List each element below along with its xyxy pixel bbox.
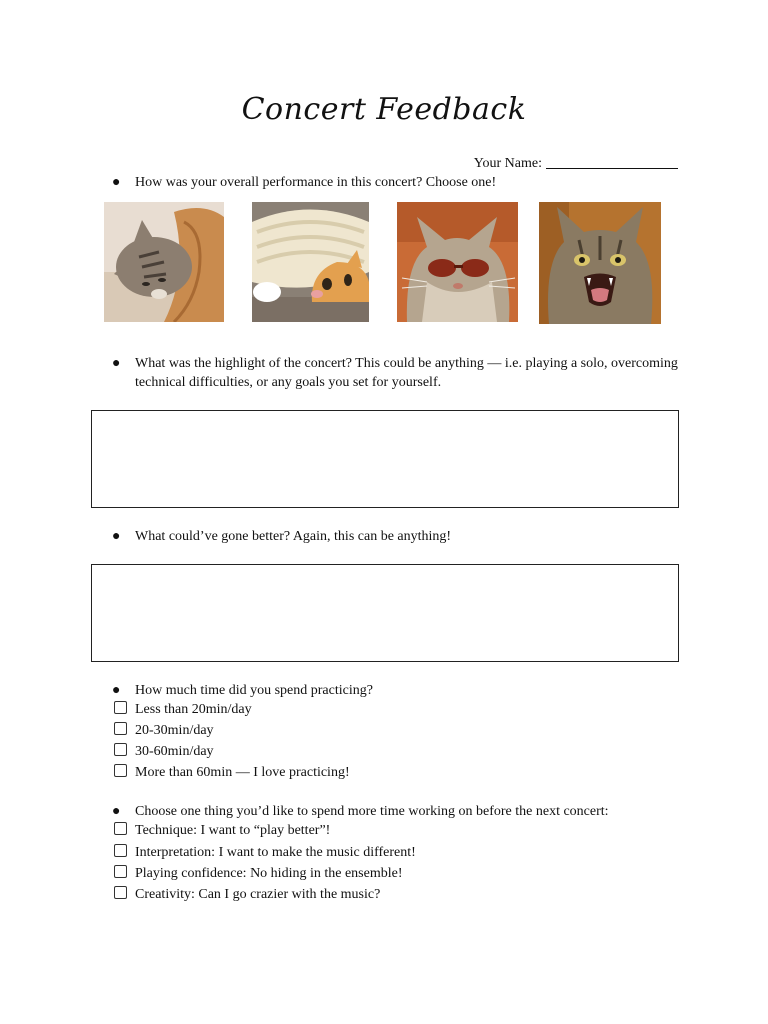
- option-label: 30-60min/day: [135, 744, 214, 759]
- checkbox-icon[interactable]: [114, 886, 127, 899]
- option-label: Creativity: Can I go crazier with the music?: [135, 887, 381, 902]
- focus-option-interpretation[interactable]: [114, 844, 416, 862]
- improvement-answer-box[interactable]: [91, 564, 679, 662]
- question-text: How was your overall performance in this concert? Choose one!: [135, 175, 497, 190]
- practice-option-more-60[interactable]: [114, 764, 350, 782]
- checkbox-icon[interactable]: [114, 743, 127, 756]
- sleepy-cat-photo[interactable]: [104, 202, 224, 322]
- option-label: 20-30min/day: [135, 723, 214, 738]
- question-text: What could’ve gone better? Again, this can be anything!: [135, 529, 452, 544]
- option-label: More than 60min — I love practicing!: [135, 765, 350, 780]
- option-label: Playing confidence: No hiding in the ensemble!: [135, 866, 403, 881]
- checkbox-icon[interactable]: [114, 701, 127, 714]
- practice-option-20-30[interactable]: [114, 722, 214, 740]
- option-label: Interpretation: I want to make the music different!: [135, 845, 416, 860]
- bullet-icon: ●: [112, 356, 121, 371]
- checkbox-icon[interactable]: [114, 764, 127, 777]
- checkbox-icon[interactable]: [114, 722, 127, 735]
- name-blank-line[interactable]: [546, 154, 678, 169]
- name-label: Your Name:: [473, 156, 542, 171]
- page-title: Concert Feedback: [241, 92, 527, 127]
- hiding-cat-photo[interactable]: [252, 202, 369, 322]
- question-text: Choose one thing you’d like to spend more time working on before the next concert:: [135, 804, 609, 819]
- option-label: Less than 20min/day: [135, 702, 252, 717]
- bullet-icon: ●: [112, 804, 121, 819]
- option-label: Technique: I want to “play better”!: [135, 823, 331, 838]
- focus-option-confidence[interactable]: [114, 865, 403, 883]
- practice-option-30-60[interactable]: [114, 743, 214, 761]
- highlight-answer-box[interactable]: [91, 410, 679, 508]
- bullet-icon: ●: [112, 175, 121, 190]
- cool-sunglasses-cat-photo[interactable]: [397, 202, 518, 322]
- bullet-icon: ●: [112, 683, 121, 698]
- question-text: What was the highlight of the concert? This could be anything — i.e. playing a solo, overcoming technical difficulties, or any goals you set for yourself.: [135, 356, 678, 390]
- checkbox-icon[interactable]: [114, 865, 127, 878]
- checkbox-icon[interactable]: [114, 844, 127, 857]
- screaming-cat-photo[interactable]: [539, 202, 661, 324]
- focus-option-creativity[interactable]: [114, 886, 380, 904]
- checkbox-icon[interactable]: [114, 822, 127, 835]
- name-field[interactable]: [474, 154, 678, 172]
- bullet-icon: ●: [112, 529, 121, 544]
- practice-option-less-20[interactable]: [114, 701, 252, 719]
- question-text: How much time did you spend practicing?: [135, 683, 373, 698]
- focus-option-technique[interactable]: [114, 822, 330, 840]
